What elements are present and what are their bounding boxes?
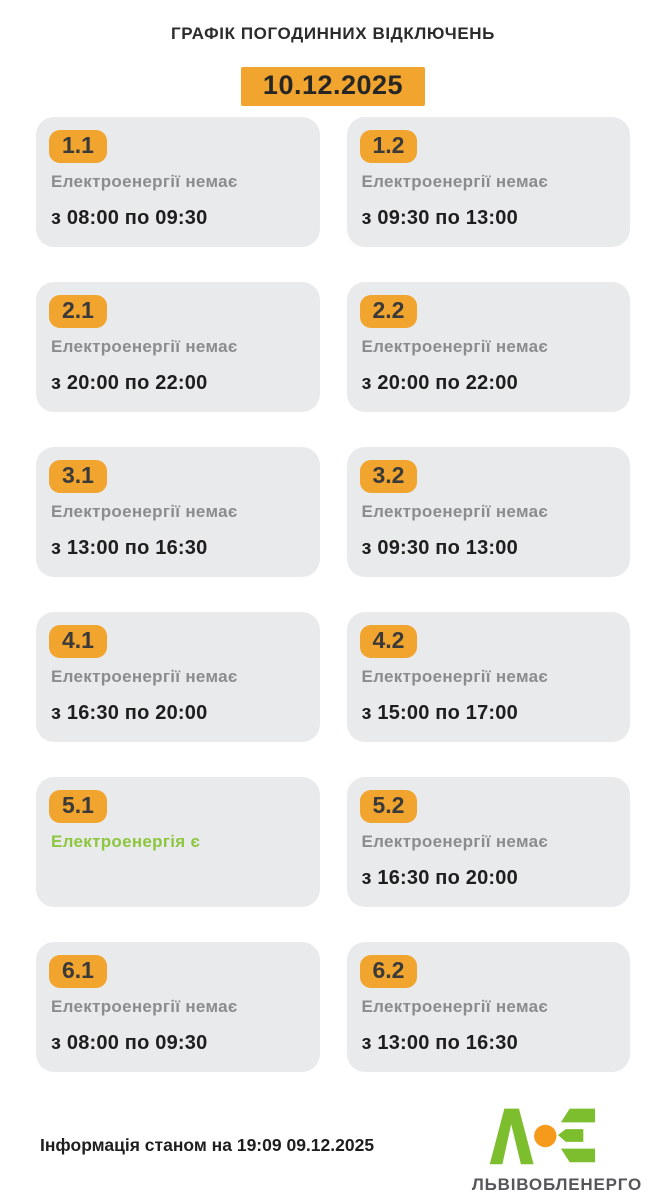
group-badge: 5.1 — [49, 790, 107, 823]
outage-card-power-on — [36, 777, 320, 907]
outage-card — [36, 447, 320, 577]
power-status: Електроенергії немає — [51, 337, 238, 356]
group-badge: 1.2 — [360, 130, 418, 163]
outage-card — [347, 942, 631, 1072]
outage-time: з 08:00 по 09:30 — [51, 1032, 208, 1054]
lviv-oblenergo-logo-icon — [482, 1096, 632, 1174]
power-status: Електроенергії немає — [51, 667, 238, 686]
outage-time: з 20:00 по 22:00 — [361, 372, 518, 394]
outage-time: з 13:00 по 16:30 — [51, 537, 208, 559]
power-status: Електроенергія є — [51, 832, 201, 851]
power-status: Електроенергії немає — [361, 337, 549, 356]
outage-time: з 16:30 по 20:00 — [361, 867, 518, 889]
company-name: ЛЬВІВОБЛЕНЕРГО — [471, 1175, 642, 1194]
power-status: Електроенергії немає — [361, 997, 549, 1016]
group-badge: 6.1 — [49, 955, 107, 988]
outage-time: з 13:00 по 16:30 — [361, 1032, 518, 1054]
power-status: Електроенергії немає — [361, 502, 549, 521]
power-status: Електроенергії немає — [361, 667, 549, 686]
outage-card — [347, 777, 631, 907]
power-status: Електроенергії немає — [51, 502, 238, 521]
power-status: Електроенергії немає — [361, 172, 549, 191]
power-status: Електроенергії немає — [51, 172, 238, 191]
outage-card — [347, 117, 631, 247]
outage-card — [36, 612, 320, 742]
outage-card — [36, 117, 320, 247]
group-badge: 4.2 — [360, 625, 418, 658]
outage-time: з 15:00 по 17:00 — [361, 702, 518, 724]
group-badge: 4.1 — [49, 625, 107, 658]
outage-time: з 16:30 по 20:00 — [51, 702, 208, 724]
company-logo — [472, 1096, 642, 1195]
outage-card — [347, 447, 631, 577]
group-badge: 3.1 — [49, 460, 107, 493]
group-badge: 5.2 — [360, 790, 418, 823]
group-badge: 2.1 — [49, 295, 107, 328]
outage-time: з 08:00 по 09:30 — [51, 207, 208, 229]
group-badge: 1.1 — [49, 130, 107, 163]
outage-card — [347, 282, 631, 412]
page-title: ГРАФІК ПОГОДИННИХ ВІДКЛЮЧЕНЬ — [171, 24, 495, 43]
footer — [40, 1096, 642, 1195]
outage-card — [36, 942, 320, 1072]
group-badge: 6.2 — [360, 955, 418, 988]
info-timestamp: Інформація станом на 19:09 09.12.2025 — [40, 1135, 375, 1155]
outage-card — [36, 282, 320, 412]
outage-card — [347, 612, 631, 742]
outage-cards-grid — [36, 117, 630, 1072]
schedule-date-badge: 10.12.2025 — [241, 67, 425, 106]
power-status: Електроенергії немає — [51, 997, 238, 1016]
date-row — [0, 67, 666, 106]
outage-time: з 20:00 по 22:00 — [51, 372, 208, 394]
group-badge: 3.2 — [360, 460, 418, 493]
group-badge: 2.2 — [360, 295, 418, 328]
power-status: Електроенергії немає — [361, 832, 549, 851]
outage-time: з 09:30 по 13:00 — [361, 537, 518, 559]
outage-time: з 09:30 по 13:00 — [361, 207, 518, 229]
